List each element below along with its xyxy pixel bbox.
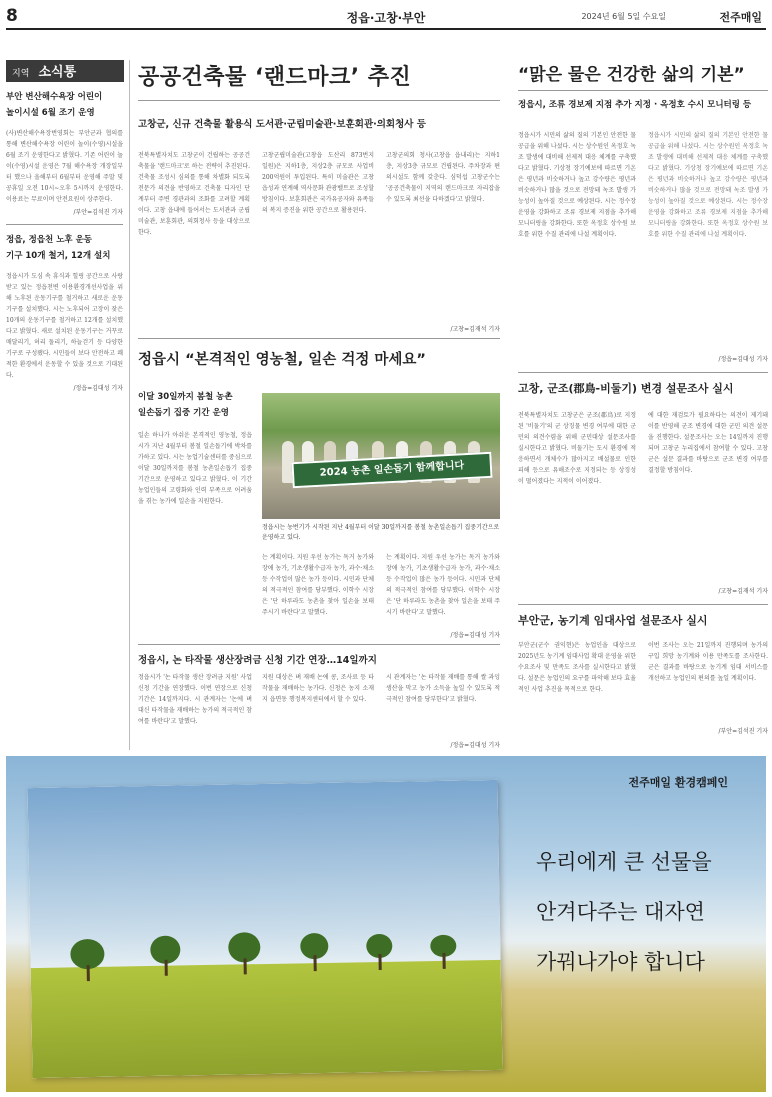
sidebar-label-large: 소식통: [38, 65, 77, 80]
gochang-headline: 고창, 군조(郡鳥-비둘기) 변경 설문조사 실시: [518, 382, 734, 395]
main-col-1: 전북특별자치도 고창군이 건립하는 공공건축물을 '랜드마크'로 하는 전략이 추진된다. 건축물 조성시 심의를 통해 차별화 되도록 전문가 의견을 반영하고 건축물 디자인 단계부터 주변 경관과의 조화를 고려할 계획이다. 고창 읍내에 들어서는 도서관과 군립미술관, 보훈회관, 의회청사 등을 대상으로 한다.: [138, 152, 250, 236]
sidebar-item2-body: 정읍시가 도심 속 휴식과 힐링 공간으로 사랑받고 있는 정읍천변 이용환경개선사업을 위해 노후된 운동기구를 철거하고 새로운 운동기구를 설치했다. 시는 노후되어 고장이 잦은 10개의 운동기구를 철거하고 12개를 설치했다고 밝혔다. 새로 설치된 운동기구는 거꾸로 매달리기, 허리 돌리기, 하늘걷기 등 다양한 기구로 구성됐다. 시민들이 보다 안전하고 쾌적한 환경에서 운동할 수 있을 것으로 기대된다.: [6, 273, 123, 379]
gochang-byline: /고창=김재석 기자: [718, 588, 768, 595]
tree-icon: [300, 931, 329, 971]
main-col-3: 고창군의회 청사(고창읍 읍내리)는 지하1층, 지상3층 규모로 건립된다. 주차장과 편의시설도 함께 갖춘다. 심덕섭 고창군수는 '공공건축물이 지역의 랜드마크로 자리잡을 수 있도록 최선을 다하겠다'고 밝혔다.: [386, 152, 500, 203]
issue-date: 2024년 6월 5일 수요일: [581, 12, 666, 21]
second-headline-rule: [138, 338, 500, 339]
second-headline: 정읍시 “본격적인 영농철, 일손 걱정 마세요”: [138, 352, 426, 368]
sidebar-item1-headline-1: 부안 변산해수욕장 어린이: [6, 92, 103, 102]
sidebar-divider: [6, 224, 123, 225]
sidebar-column: [6, 60, 130, 750]
sidebar-item2-headline-1: 정읍, 정읍천 노후 운동: [6, 235, 93, 245]
environment-campaign-ad: [6, 756, 766, 1092]
sidebar-item1-body: (사)변산해수욕장번영회는 부안군과 협의를 통해 변산해수욕장 어린이 놀이(수영)시설을 6월 조기 운영한다고 밝혔다. 기존 어린이 놀이(수영)시설 운영은 7월 해수욕장 개장일부터 했으나 올해부터 6월부터 운영해 주말 및 공휴일 오전 10시~오후 5시까지 운영한다. 이용료는 무료이며 안전요원이 상주한다.: [6, 130, 123, 203]
section-title: 정읍·고창·부안: [346, 11, 426, 25]
fourth-byline: /정읍=김대성 기자: [450, 742, 500, 749]
buan-headline: 부안군, 농기계 임대사업 설문조사 실시: [518, 614, 708, 627]
right-top-byline: /정읍=김대성 기자: [718, 356, 768, 363]
right-top-headline: “맑은 물은 건강한 삶의 기본”: [518, 65, 745, 85]
right-top-rule: [518, 90, 768, 91]
ad-landscape-image: [28, 780, 503, 1078]
sidebar-item2-headline-2: 기구 10개 철거, 12개 설치: [6, 251, 111, 261]
tree-icon: [430, 933, 457, 969]
gochang-headline-rule: [518, 372, 768, 373]
sidebar-item2-byline: /정읍=김대성 기자: [73, 385, 123, 392]
sidebar-item1-headline-2: 놀이시설 6월 조기 운영: [6, 108, 95, 118]
main-col-2: 고창군립미술관(고창읍 도산리 873번지 일원)은 지하1층, 지상2층 규모로 사업비 200억원이 투입된다. 특히 미술관은 고창읍성과 연계해 역사문화 관광벨트로 조성할 방침이다. 보훈회관은 국가유공자와 유족들의 복지 증진을 위한 공간으로 활용된다.: [262, 152, 374, 214]
second-body-mid: 는 계획이다. 지원 우선 농가는 독거 농가와 장애 농가, 기초생활수급자 농가, 과수·채소 등 수작업이 많은 농가 등이다. 시민과 단체의 적극적인 참여를 당부했다. 이학수 시장은 '단 하루라도 농촌을 찾아 일손을 보태 주시기 바란다'고 말했다.: [262, 554, 374, 616]
right-top-col-2: 정읍시가 시민의 삶의 질의 기본인 안전한 물 공급을 위해 나섰다. 시는 상수원인 옥정호 녹조 발생에 대비해 선제적 대응 체계를 구축했다고 밝혔다. 기상청 장기예보에 따르면 기온은 평년과 비슷하거나 높고 강수량은 평년과 비슷하거나 많을 것으로 전망돼 녹조 발생 가능성이 높아질 것으로 예상된다. 시는 정수장 운영을 강화하고 조류 경보제 지점을 추가해 모니터링을 강화한다. 또한 옥정호 상수원 보호를 위한 수질 관리에 나설 계획이다.: [648, 132, 768, 238]
sidebar-label-small: 지역: [12, 69, 30, 79]
tree-icon: [228, 930, 261, 975]
fourth-headline: 정읍시, 논 타작물 생산장려금 신청 기간 연장…14일까지: [138, 655, 377, 666]
main-headline: 공공건축물 ‘랜드마크’ 추진: [138, 65, 412, 90]
ad-slogan-line-3: 가꿔나가야 합니다: [536, 950, 705, 974]
right-top-subhead: 정읍시, 조류 경보제 지점 추가 지정 · 옥정호 수시 모니터링 등: [518, 100, 752, 110]
ad-slogan-line-1: 우리에게 큰 선물을: [536, 850, 712, 874]
fourth-body-right: 시 관계자는 '논 타작물 재배를 통해 쌀 과잉 생산을 막고 농가 소득을 높일 수 있도록 적극적인 참여를 당부한다'고 밝혔다.: [386, 674, 500, 703]
fourth-body-mid: 지원 대상은 벼 재배 논에 콩, 조사료 등 타작물을 재배하는 농가다. 신청은 농지 소재지 읍면동 행정복지센터에서 할 수 있다.: [262, 674, 374, 703]
sidebar-item1-byline: /부안=김석진 기자: [73, 209, 123, 216]
sidebar-label: [6, 60, 124, 82]
second-body-left: 일손 하나가 아쉬운 본격적인 영농철, 정읍시가 지난 4월부터 봄철 일손돕기에 박차를 가하고 있다. 시는 농업기술센터를 중심으로 이달 30일까지를 봄철 농촌일손돕기 집중 기간으로 운영하고 있다고 밝혔다. 이 기간 농업인들의 고령화와 인력 부족으로 어려움을 겪는 농가에 일손을 지원한다.: [138, 432, 252, 505]
ad-slogan-line-2: 안겨다주는 대자연: [536, 900, 705, 924]
fourth-body-left: 정읍시가 '논 타작물 생산 장려금 지원' 사업 신청 기간을 연장했다. 이번 연장으로 신청 기간은 14일까지다. 시 관계자는 '논에 벼 대신 타작물을 재배하는 농가의 적극적인 참여를 바란다'고 말했다.: [138, 674, 252, 725]
ad-campaign-title: 전주매일 환경캠페인: [628, 776, 728, 789]
tree-icon: [70, 937, 105, 982]
buan-byline: /부안=김석진 기자: [718, 728, 768, 735]
tree-icon: [366, 932, 393, 970]
photo-banner: 2024 농촌 일손돕기 함께합니다: [291, 452, 492, 488]
second-subhead-2: 일손돕기 집중 기간 운영: [138, 408, 229, 418]
farm-volunteers-photo: [262, 393, 500, 519]
tree-icon: [150, 933, 181, 976]
photo-caption: 정읍시는 농번기가 시작된 지난 4월부터 이달 30일까지를 봄철 농촌일손돕기 집중기간으로 운영하고 있다.: [262, 524, 500, 541]
buan-headline-rule: [518, 604, 768, 605]
newspaper-name: 전주매일: [719, 11, 762, 24]
buan-body-left: 부안군(군수 권익현)은 농업인을 대상으로 2025년도 농기계 임대사업 확대 운영을 위한 수요조사 및 만족도 조사를 실시한다고 밝혔다. 설문은 농업인의 요구를 파악해 보다 효율적인 사업 추진을 목적으로 한다.: [518, 642, 636, 693]
right-top-col-1: 정읍시가 시민의 삶의 질의 기본인 안전한 물 공급을 위해 나섰다. 시는 상수원인 옥정호 녹조 발생에 대비해 선제적 대응 체계를 구축했다고 밝혔다. 기상청 장기예보에 따르면 기온은 평년과 비슷하거나 높고 강수량은 평년과 비슷하거나 많을 것으로 전망돼 녹조 발생 가능성이 높아질 것으로 예상된다. 시는 정수장 운영을 강화하고 조류 경보제 지점을 추가해 모니터링을 강화한다. 또한 옥정호 상수원 보호를 위한 수질 관리에 나설 계획이다.: [518, 132, 636, 238]
main-headline-rule: [138, 100, 500, 101]
buan-body-right: 이번 조사는 오는 21일까지 진행되며 농가의 구입 희망 농기계와 이용 만족도를 조사한다. 군은 결과를 바탕으로 농기계 임대 서비스를 개선하고 농업인의 편의를 높일 계획이다.: [648, 642, 768, 682]
main-byline: /고창=김재석 기자: [450, 326, 500, 333]
page-number: 8: [6, 6, 18, 26]
gochang-body-right: 에 대한 재검토가 필요하다는 의견이 제기돼 이를 반영해 군조 변경에 대한 군민 의견 설문을 진행한다. 설문조사는 오는 14일까지 진행되며 고창군 누리집에서 참여할 수 있다. 고창군은 설문 결과를 바탕으로 군조 변경 여부를 결정할 방침이다.: [648, 412, 768, 474]
fourth-headline-rule: [138, 644, 500, 645]
page-header: [6, 6, 766, 30]
main-subhead: 고창군, 신규 건축물 활용식 도서관·군립미술관·보훈회관·의회청사 등: [138, 119, 426, 130]
second-body-right: 는 계획이다. 지원 우선 농가는 독거 농가와 장애 농가, 기초생활수급자 농가, 과수·채소 등 수작업이 많은 농가 등이다. 시민과 단체의 적극적인 참여를 당부했다. 이학수 시장은 '단 하루라도 농촌을 찾아 일손을 보태 주시기 바란다'고 말했다.: [386, 554, 500, 616]
second-byline: /정읍=김대성 기자: [450, 632, 500, 639]
gochang-body-left: 전북특별자치도 고창군은 군조(郡鳥)로 지정된 '비둘기'의 군 상징물 변경 여부에 대한 군민의 의견수렴을 위해 군민대상 설문조사를 실시한다고 밝혔다. 비둘기는 도시 환경에 적응하면서 개체수가 많아지고 배설물로 인한 피해 등으로 유해조수로 지정되는 등 상징성이 떨어졌다는 지적이 이어졌다.: [518, 412, 636, 485]
second-subhead-1: 이달 30일까지 봄철 농촌: [138, 392, 233, 402]
